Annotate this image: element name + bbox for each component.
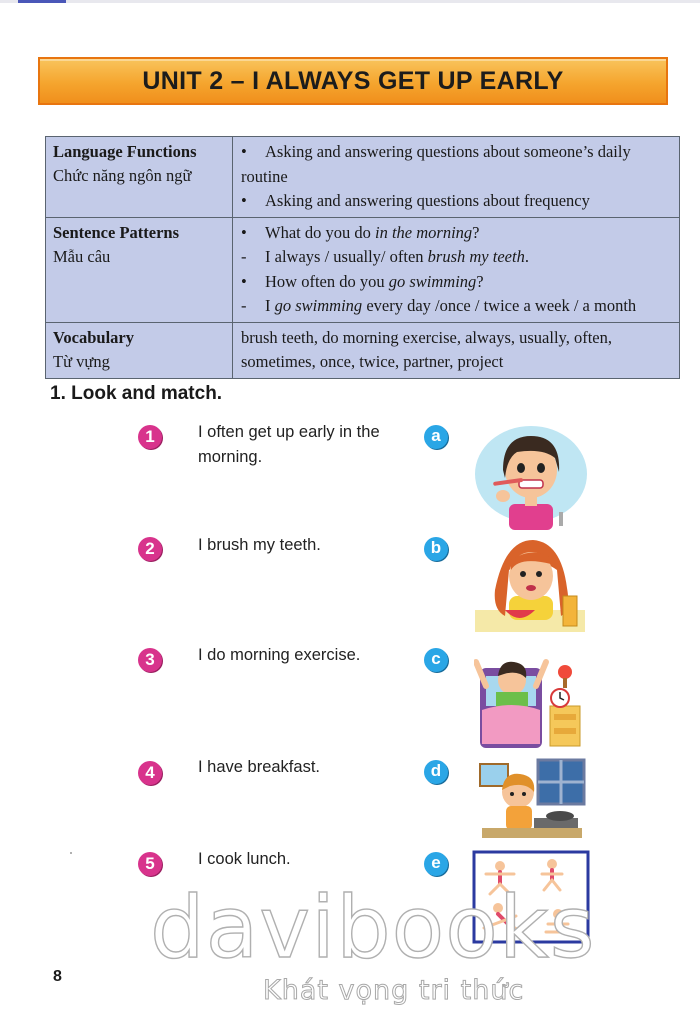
match-sentence-4: I have breakfast. [198,758,320,776]
vocabulary-line: brush teeth, do morning exercise, always, usually, often, [241,327,613,347]
row-vocabulary [46,322,680,378]
exercise-title: 1. Look and match. [50,383,223,404]
watermark-brand: davibooks [150,878,596,978]
page-number: 8 [53,968,62,985]
picture-a-brushing-teeth-icon [473,418,589,530]
dash-icon: - [241,247,247,266]
pattern-answer: - I go swimming every day /once / twice a week / a month [241,294,672,319]
label-sentence-patterns-vi: Mẫu câu [53,246,111,266]
number-badge-1: 1 [138,425,162,449]
number-badge-3: 3 [138,648,162,672]
bullet-item-continuation: routine [241,166,288,186]
unit-title: UNIT 2 – I ALWAYS GET UP EARLY [142,67,564,95]
bullet-icon: • [241,191,247,210]
letter-badge-d: d [424,760,448,784]
letter-badge-a: a [424,425,448,449]
dash-icon: - [241,296,247,315]
bullet-item: • Asking and answering questions about frequency [241,189,672,214]
letter-badge-c: c [424,648,448,672]
vocabulary-line: sometimes, once, twice, partner, project [241,352,504,371]
overview-table [45,136,680,379]
match-sentence-3: I do morning exercise. [198,646,361,664]
picture-d-cooking-icon [474,756,588,842]
number-badge-5: 5 [138,852,162,876]
pattern-question: • How often do you go swimming? [241,270,672,295]
unit-banner [38,57,668,105]
bullet-icon: • [241,271,247,291]
label-vocabulary: Vocabulary [53,327,134,347]
picture-c-waking-up-icon [474,648,586,750]
picture-b-eating-breakfast-icon [475,530,585,632]
bullet-icon: • [241,222,247,242]
letter-badge-b: b [424,537,448,561]
watermark-slogan: Khát vọng tri thức [263,975,525,1006]
match-sentence-1: I often get up early in the morning. [198,423,380,466]
pattern-question: • What do you do in the morning? [241,221,672,246]
label-vocabulary-vi: Từ vựng [53,351,110,371]
stray-mark [70,852,72,854]
number-badge-4: 4 [138,761,162,785]
row-language-functions [46,137,680,218]
bullet-item: • Asking and answering questions about someone’s daily [241,140,672,165]
number-badge-2: 2 [138,537,162,561]
label-language-functions-vi: Chức năng ngôn ngữ [53,166,192,185]
top-rule [0,0,700,3]
match-sentence-5: I cook lunch. [198,850,291,868]
label-sentence-patterns: Sentence Patterns [53,222,180,242]
label-language-functions: Language Functions [53,142,197,161]
letter-badge-e: e [424,852,448,876]
top-accent [18,0,66,3]
match-sentence-2: I brush my teeth. [198,536,321,554]
pattern-answer: - I always / usually/ often brush my teeth. [241,245,672,270]
row-sentence-patterns [46,217,680,322]
bullet-icon: • [241,142,247,161]
